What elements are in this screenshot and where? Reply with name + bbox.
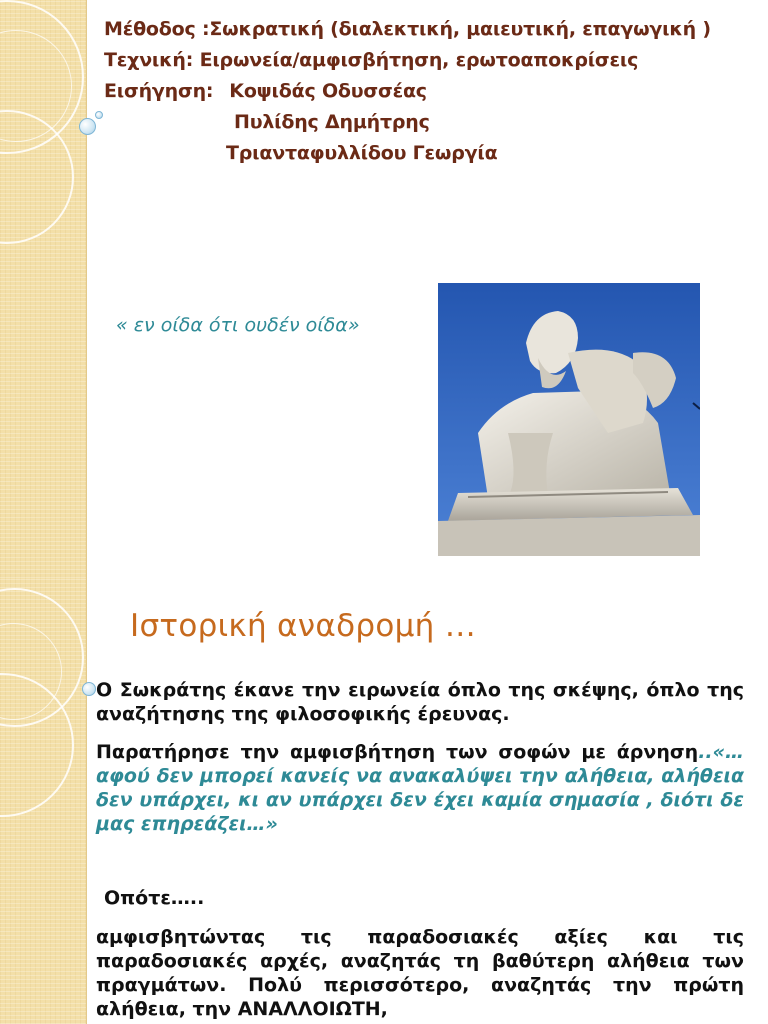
decorative-sidebar [0,0,87,578]
bubble-icon [79,118,96,135]
presenter-name: Πυλίδης Δημήτρης [234,111,430,133]
presenter-name: Τριανταφυλλίδου Γεωργία [226,142,498,164]
presenter-name: Κοψιδάς Οδυσσέας [229,80,427,102]
paragraph-1: Ο Σωκράτης έκανε την ειρωνεία όπλο της σκέψης, όπλο της αναζήτησης της φιλοσοφικής έρευνας. [96,679,744,725]
presenter-line [104,107,764,138]
decorative-ring [0,110,74,244]
paragraph-2-quote: ..«…αφού δεν μπορεί κανείς να ανακαλύψει την αλήθεια, αλήθεια δεν υπάρχει, κι αν υπάρχει δεν έχει καμία σημασία , διότι δε μας επηρεάζει…» [96,741,744,835]
method-line: Μέθοδος :Σωκρατική (διαλεκτική, μαιευτική, επαγωγική ) [104,18,711,40]
decorative-sidebar [0,578,87,1024]
slide-header [104,14,764,169]
presenters-line [104,76,764,107]
socrates-quote: « εν οίδα ότι ουδέν οίδα» [116,314,360,336]
bubble-icon [95,111,103,119]
slide-title: Ιστορική αναδρομή … [130,608,477,644]
paragraph-2-lead: Παρατήρησε την αμφισβήτηση των σοφών με άρνηση [96,741,699,763]
technique-line: Τεχνική: Ειρωνεία/αμφισβήτηση, ερωτοαποκρίσεις [104,49,639,71]
bubble-icon [82,682,96,696]
presenters-label: Εισήγηση: [104,80,214,102]
paragraph-4: αμφισβητώντας τις παραδοσιακές αξίες και τις παραδοσιακές αρχές, αναζητάς τη βαθύτερη αλήθεια των πραγμάτων. Πολύ περισσότερο, αναζητάς την πρώτη αλήθεια, την ΑΝΑΛΛΟΙΩΤΗ, [96,926,744,1020]
presenter-line [104,138,764,169]
socrates-statue-photo [438,283,700,556]
paragraph-2 [96,740,744,836]
paragraph-3: Οπότε….. [104,887,205,909]
